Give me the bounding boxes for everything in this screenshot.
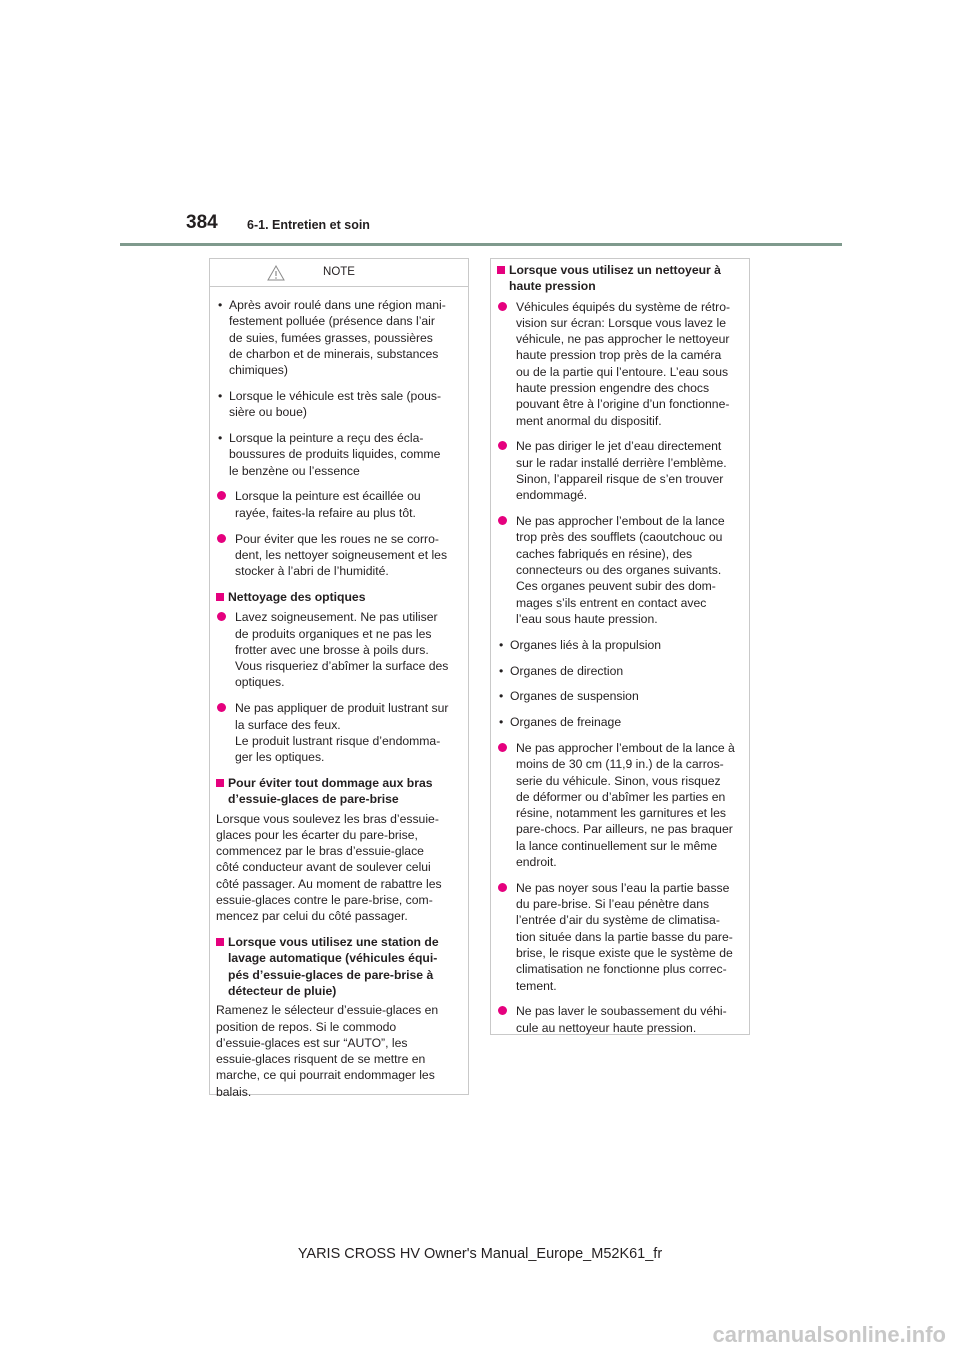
dash-bullet-icon: •: [218, 388, 223, 403]
item-text: Lavez soigneusement. Ne pas utiliser de produits organiques et ne pas les frotter avec une brosse à poils durs. Vous risqueriez d’abîmer la surface des optiques.: [235, 610, 449, 690]
item-text: Pour éviter tout dommage aux bras d’essuie-glaces de pare-brise: [228, 775, 433, 807]
left-item-heading: [216, 775, 464, 808]
pink-dot-icon: [217, 491, 226, 500]
warning-triangle-icon: [267, 265, 285, 281]
pink-dot-icon: [217, 703, 226, 712]
pink-dot-icon: [498, 441, 507, 450]
item-text: Organes liés à la propulsion: [510, 637, 662, 652]
pink-dot-icon: [217, 534, 226, 543]
note-box-right: [490, 258, 750, 1035]
dash-bullet-icon: •: [499, 637, 504, 652]
left-item-bullet: [216, 700, 464, 765]
right-item-bullet: [497, 513, 745, 627]
left-item-heading: [216, 589, 464, 605]
left-item-heading: [216, 934, 464, 999]
dash-bullet-icon: •: [499, 689, 504, 704]
item-text: Organes de suspension: [510, 689, 639, 704]
right-item-bullet: [497, 299, 745, 429]
right-item-dash: [497, 663, 745, 679]
item-text: Lorsque vous utilisez une station de lavage automatique (véhicules équi- pés d’essuie-glaces de pare-brise à détecteur de pluie): [228, 935, 439, 998]
note-body-right: [491, 259, 749, 1036]
item-text: Nettoyage des optiques: [228, 589, 366, 604]
footer-manual-title: YARIS CROSS HV Owner's Manual_Europe_M52K61_fr: [297, 1246, 663, 1262]
item-text: Véhicules équipés du système de rétro- vision sur écran: Lorsque vous lavez le véhicule, ne pas approcher le nettoyeur haute pression trop près de la caméra ou de la partie qui l’entoure. L’eau sous haute pression engendre des chocs pouvant être à l’origine d’un fonctionne- ment anormal du dispositif.: [516, 299, 731, 428]
item-text: Ne pas laver le soubassement du véhi- cule au nettoyeur haute pression.: [516, 1004, 727, 1035]
item-text: Après avoir roulé dans une région mani- festement polluée (présence dans l’air de suies, fumées grasses, poussières de charbon et de minerais, substances chimiques): [229, 298, 446, 378]
pink-dot-icon: [498, 516, 507, 525]
right-item-dash: [497, 688, 745, 704]
dash-bullet-icon: •: [499, 715, 504, 730]
left-item-plain: [216, 811, 464, 925]
item-text: Ne pas diriger le jet d’eau directement sur le radar installé derrière l’emblème. Sinon, l’appareil risque de s’en trouver endommagé.: [516, 439, 727, 503]
pink-dot-icon: [498, 883, 507, 892]
item-text: Ramenez le sélecteur d’essuie-glaces en position de repos. Si le commodo d’essuie-glaces est sur “AUTO”, les essuie-glaces risquent de se mettre en marche, ce qui pourrait endommager les balais.: [216, 1003, 439, 1099]
pink-square-icon: [216, 779, 224, 787]
right-item-bullet: [497, 438, 745, 503]
right-item-bullet: [497, 880, 745, 994]
item-text: Lorsque la peinture a reçu des écla- boussures de produits liquides, comme le benzène ou l’essence: [229, 431, 441, 478]
dash-bullet-icon: •: [218, 298, 223, 312]
note-label: NOTE: [323, 266, 355, 278]
right-item-dash: [497, 637, 745, 653]
pink-dot-icon: [498, 302, 507, 311]
item-text: Lorsque la peinture est écaillée ou rayée, faites-la refaire au plus tôt.: [235, 489, 421, 520]
item-text: Lorsque vous soulevez les bras d’essuie- glaces pour les écarter du pare-brise, commencez par le bras d’essuie-glace côté conducteur avant de soulever celui côté passager. Au moment de rabattre les essuie-glaces contre le pare-brise, com- mencez par celui du côté passager.: [216, 811, 442, 924]
note-body-left: [210, 287, 468, 1100]
item-text: Ne pas approcher l’embout de la lance à moins de 30 cm (11,9 in.) de la carros- serie du véhicule. Sinon, vous risquez de déformer ou d’abîmer les parties en résine, notamment les garnitures et les pare-chocs. Par ailleurs, ne pas braquer la lance continuellement sur le même endroit.: [516, 740, 735, 869]
right-item-bullet: [497, 1003, 745, 1036]
item-text: Lorsque vous utilisez un nettoyeur à haute pression: [509, 263, 721, 294]
left-item-bullet: [216, 609, 464, 690]
left-item-plain: [216, 1002, 464, 1100]
pink-square-icon: [216, 593, 224, 601]
left-item-dash: [216, 297, 464, 378]
item-text: Lorsque le véhicule est très sale (pous- sière ou boue): [229, 388, 442, 420]
watermark: carmanualsonline.info: [712, 1322, 946, 1347]
right-item-dash: [497, 714, 745, 730]
right-item-bullet: [497, 740, 745, 870]
item-text: Ne pas noyer sous l’eau la partie basse du pare-brise. Si l’eau pénètre dans l’entrée d’air du système de climatisa- tion située dans la partie basse du pare- brise, le risque existe que le système de climatisation ne fonctionne plus correc- tement.: [516, 880, 733, 993]
left-item-dash: [216, 430, 464, 479]
dash-bullet-icon: •: [218, 431, 223, 446]
left-item-bullet: [216, 531, 464, 580]
pink-dot-icon: [498, 743, 507, 752]
pink-square-icon: [216, 938, 224, 946]
dash-bullet-icon: •: [499, 663, 504, 678]
header-rule: [120, 243, 842, 246]
pink-dot-icon: [217, 612, 226, 621]
pink-dot-icon: [498, 1006, 507, 1015]
left-item-dash: [216, 388, 464, 421]
item-text: Pour éviter que les roues ne se corro- dent, les nettoyer soigneusement et les stocker à l’abri de l’humidité.: [235, 531, 448, 579]
item-text: Organes de freinage: [510, 715, 622, 730]
item-text: Ne pas approcher l’embout de la lance trop près des soufflets (caoutchouc ou caches fabriqués en résine), des connecteurs ou des organes suivants. Ces organes peuvent subir des dom- mages s’ils entrent en contact avec l’eau sous haute pression.: [516, 514, 725, 626]
item-text: Ne pas appliquer de produit lustrant sur la surface des feux. Le produit lustrant risque d’endomma- ger les optiques.: [235, 701, 449, 765]
item-text: Organes de direction: [510, 663, 624, 678]
note-box-left: [209, 258, 469, 1099]
pink-square-icon: [497, 266, 505, 274]
page-number: 384: [186, 212, 218, 233]
right-item-heading: [497, 262, 745, 295]
left-item-bullet: [216, 488, 464, 521]
note-header: [210, 259, 468, 287]
section-title: 6-1. Entretien et soin: [247, 218, 370, 232]
